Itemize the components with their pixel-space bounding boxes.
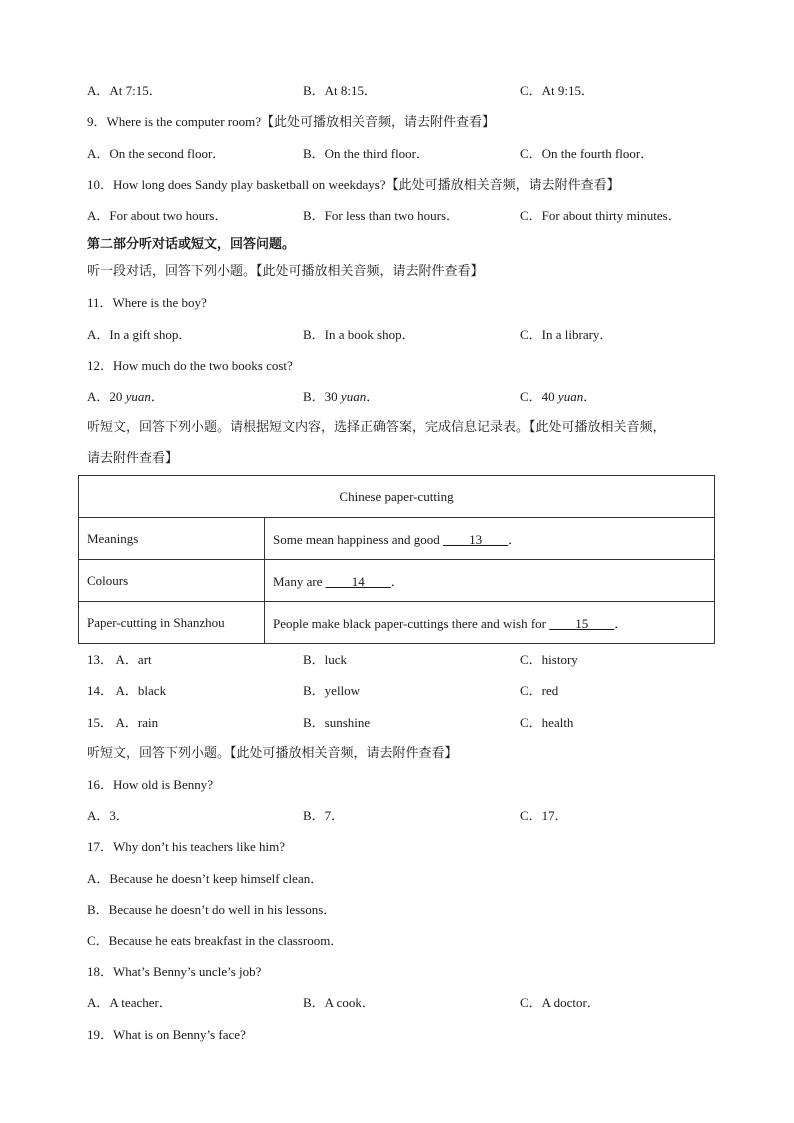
q16-option-b[interactable]: B．7． [303,808,345,823]
q13-option-c[interactable]: C．history [520,652,578,667]
dialog-intro: 听一段对话，回答下列小题。【此处可播放相关音频，请去附件查看】 [87,264,484,279]
q15-option-c[interactable]: C．health [520,715,574,730]
q12-option-a[interactable]: A．20 yuan． [87,389,164,404]
q11-option-b[interactable]: B．In a book shop． [303,327,415,342]
q14-option-a[interactable]: 14． A．black [87,683,167,698]
blank-14[interactable]: ____14____ [325,574,391,589]
q18-question: 18．What’s Benny’s uncle’s job? [87,964,262,979]
table-title: Chinese paper-cutting [79,476,715,518]
q11-option-a[interactable]: A．In a gift shop． [87,327,192,342]
row-text-after: ． [614,616,628,631]
row-text-after: ． [390,574,404,589]
q17-option-b[interactable]: B．Because he doesn’t do well in his lessons． [87,902,337,917]
q9-option-a[interactable]: A．On the second floor． [87,146,226,161]
table-row-content [265,518,715,560]
q8-option-c[interactable]: C．At 9:15． [520,83,595,98]
q12-option-b[interactable]: B．30 yuan． [303,389,380,404]
blank-15[interactable]: ____15____ [549,616,615,631]
table-row-label: Colours [79,560,265,602]
q12-question: 12．How much do the two books cost? [87,358,293,373]
q11-question: 11．Where is the boy? [87,295,207,310]
q13-option-a[interactable]: 13． A．art [87,652,152,667]
table-row-label: Paper-cutting in Shanzhou [79,602,265,644]
q9-question: 9．Where is the computer room?【此处可播放相关音频，请去附件查看】 [87,114,495,129]
currency-unit: yuan [125,389,151,404]
row-text-before: People make black paper-cuttings there and wish for [273,616,550,631]
q12-option-c[interactable]: C．40 yuan． [520,389,597,404]
info-record-table [78,475,715,644]
q16-option-c[interactable]: C．17． [520,808,568,823]
q10-option-a[interactable]: A．For about two hours． [87,208,228,223]
q8-option-a[interactable]: A．At 7:15． [87,83,162,98]
q16-question: 16．How old is Benny? [87,777,214,792]
table-row-label: Meanings [79,518,265,560]
q14-option-b[interactable]: B．yellow [303,683,361,698]
q9-option-c[interactable]: C．On the fourth floor． [520,146,654,161]
table-row [79,560,715,602]
row-text-before: Many are [273,574,326,589]
table-row [79,518,715,560]
q10-option-b[interactable]: B．For less than two hours． [303,208,460,223]
table-row [79,602,715,644]
table-row-content [265,560,715,602]
q8-option-b[interactable]: B．At 8:15． [303,83,378,98]
q10-question: 10．How long does Sandy play basketball on weekdays?【此处可播放相关音频，请去附件查看】 [87,177,620,192]
q15-option-a[interactable]: 15． A．rain [87,715,159,730]
q17-option-a[interactable]: A．Because he doesn’t keep himself clean． [87,871,324,886]
passage-intro-line2: 请去附件查看】 [87,451,179,466]
part2-title: 第二部分听对话或短文，回答问题。 [87,237,296,252]
q18-option-a[interactable]: A．A teacher． [87,995,172,1010]
q11-option-c[interactable]: C．In a library． [520,327,613,342]
q13-option-b[interactable]: B．luck [303,652,348,667]
row-text-after: ． [508,532,522,547]
q16-option-a[interactable]: A．3． [87,808,129,823]
passage2-intro: 听短文，回答下列小题。【此处可播放相关音频，请去附件查看】 [87,746,458,761]
blank-13[interactable]: ____13____ [443,532,509,547]
q10-option-c[interactable]: C．For about thirty minutes． [520,208,681,223]
q17-question: 17．Why don’t his teachers like him? [87,839,285,854]
currency-unit: yuan [557,389,584,404]
currency-unit: yuan [340,389,367,404]
q15-option-b[interactable]: B．sunshine [303,715,371,730]
q18-option-b[interactable]: B．A cook． [303,995,375,1010]
q9-option-b[interactable]: B．On the third floor． [303,146,430,161]
passage-intro-line1: 听短文，回答下列小题。请根据短文内容，选择正确答案，完成信息记录表。【此处可播放相关音频， [87,420,666,435]
q18-option-c[interactable]: C．A doctor． [520,995,600,1010]
q14-option-c[interactable]: C．red [520,683,559,698]
table-row-content [265,602,715,644]
table-header-row [79,476,715,518]
q17-option-c[interactable]: C．Because he eats breakfast in the classroom． [87,933,344,948]
row-text-before: Some mean happiness and good [273,532,444,547]
q19-question: 19．What is on Benny’s face? [87,1027,246,1042]
